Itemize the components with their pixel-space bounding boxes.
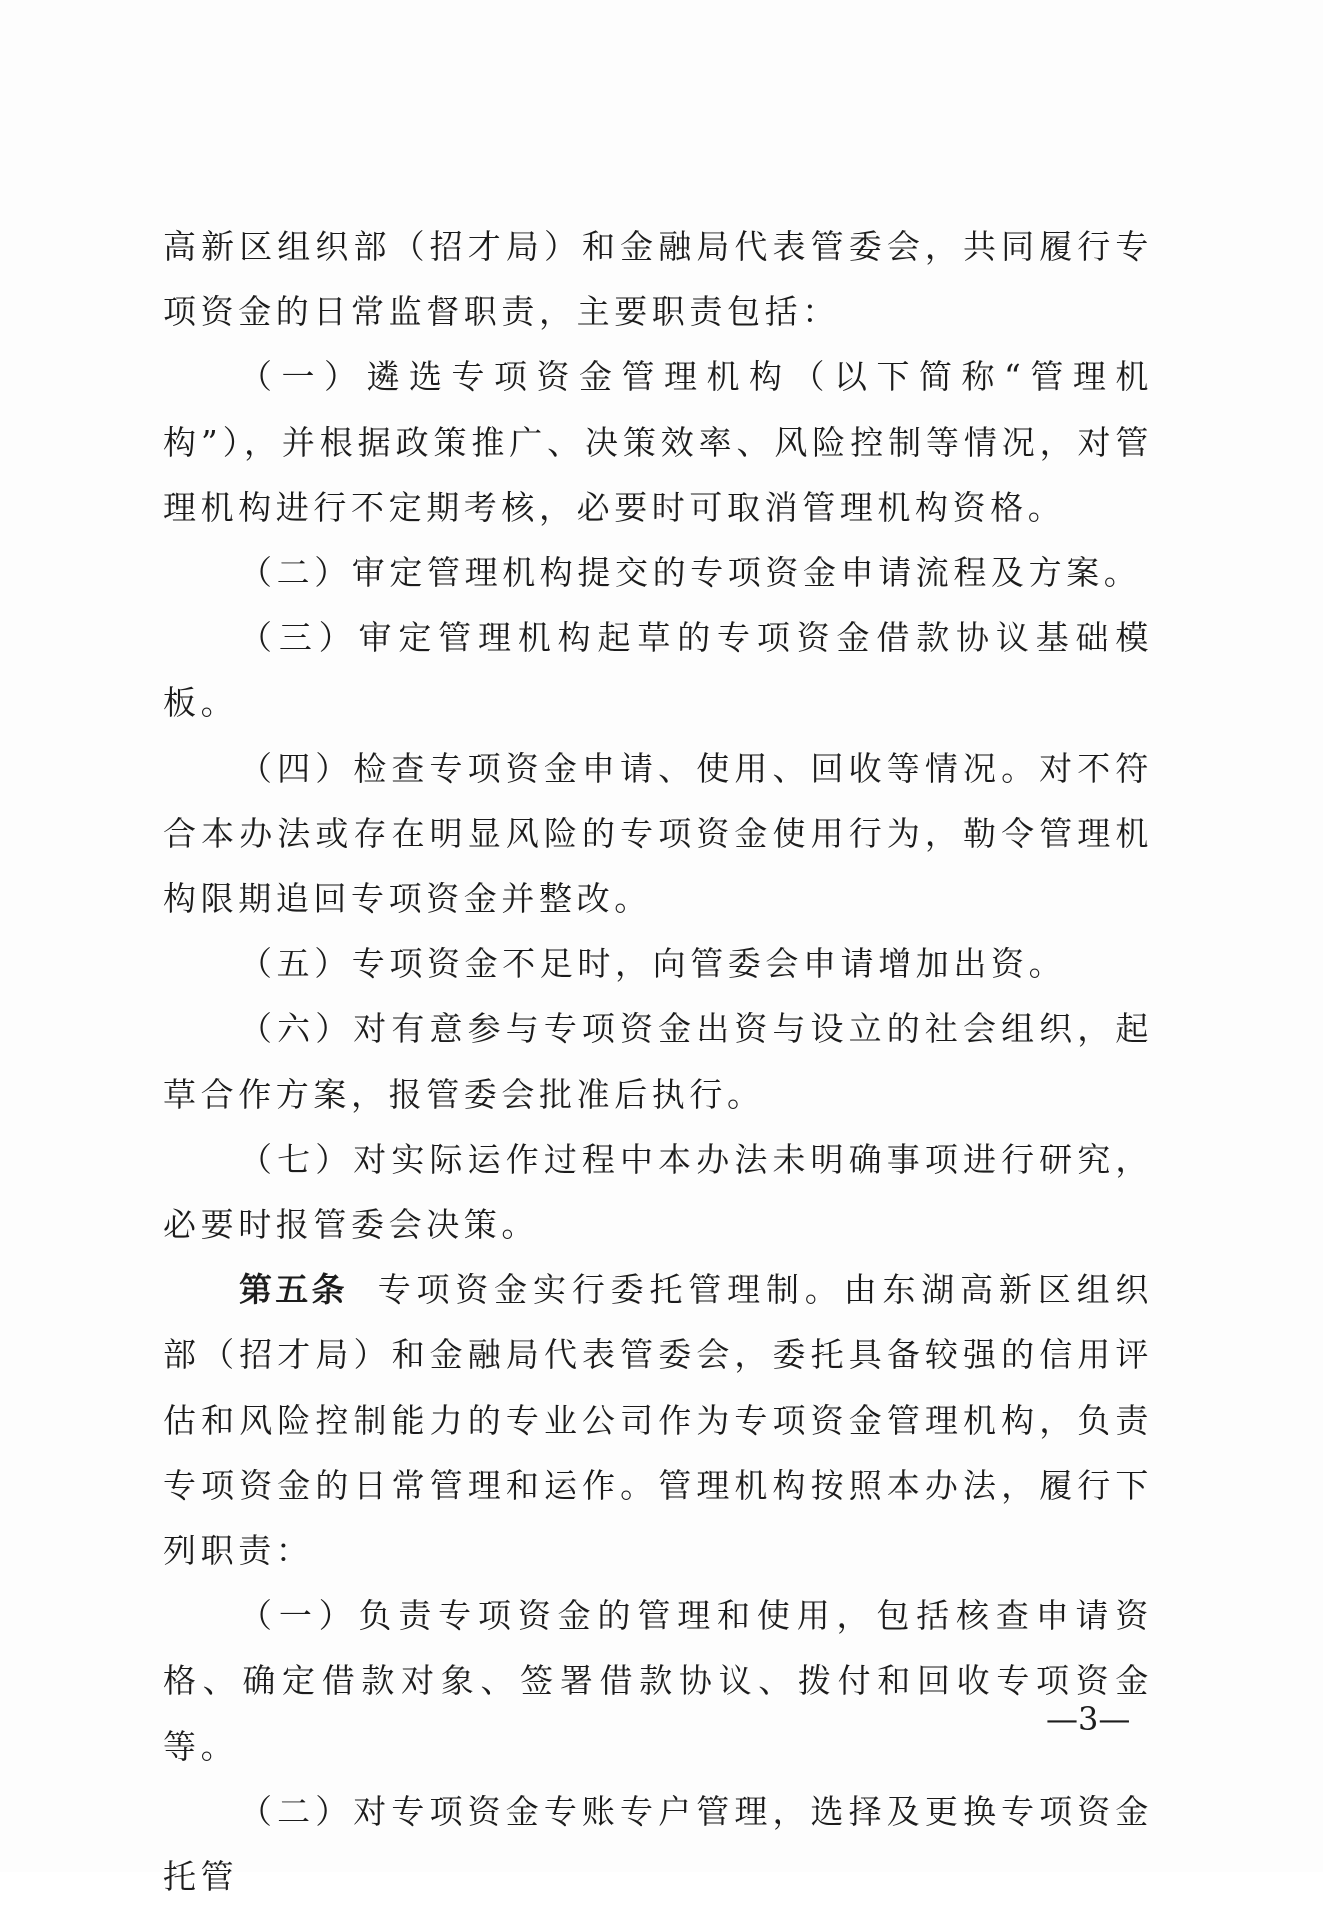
paragraph: （六）对有意参与专项资金出资与设立的社会组织，起草合作方案，报管委会批准后执行。 — [163, 1009, 1153, 1114]
paragraph: （一）遴选专项资金管理机构（以下简称“管理机构”），并根据政策推广、决策效率、风险控制等情况，对管理机构进行不定期考核，必要时可取消管理机构资格。 — [163, 357, 1153, 527]
article-5-paragraph — [163, 1257, 1153, 1583]
paragraph: 高新区组织部（招才局）和金融局代表管委会，共同履行专项资金的日常监督职责，主要职责包括： — [163, 227, 1153, 332]
article-label: 第五条 — [239, 1270, 348, 1310]
body-text — [163, 214, 1153, 1909]
paragraph: （五）专项资金不足时，向管委会申请增加出资。 — [239, 944, 1067, 984]
paragraph: （七）对实际运作过程中本办法未明确事项进行研究，必要时报管委会决策。 — [163, 1139, 1153, 1245]
paragraph: （三）审定管理机构起草的专项资金借款协议基础模板。 — [163, 618, 1153, 723]
page-number: —3— — [1046, 1700, 1131, 1738]
paragraph: （一）负责专项资金的管理和使用，包括核查申请资格、确定借款对象、签署借款协议、拨付和回收专项资金等。 — [163, 1596, 1153, 1766]
paragraph: （二）审定管理机构提交的专项资金申请流程及方案。 — [239, 553, 1142, 593]
article-text: 专项资金实行委托管理制。由东湖高新区组织部（招才局）和金融局代表管委会，委托具备较强的信用评估和风险控制能力的专业公司作为专项资金管理机构，负责专项资金的日常管理和运作。管理机构按照本办法，履行下列职责： — [163, 1270, 1154, 1571]
paragraph: （二）对专项资金专账专户管理，选择及更换专项资金托管 — [163, 1791, 1153, 1897]
paragraph: （四）检查专项资金申请、使用、回收等情况。对不符合本办法或存在明显风险的专项资金使用行为，勒令管理机构限期追回专项资金并整改。 — [163, 748, 1153, 919]
